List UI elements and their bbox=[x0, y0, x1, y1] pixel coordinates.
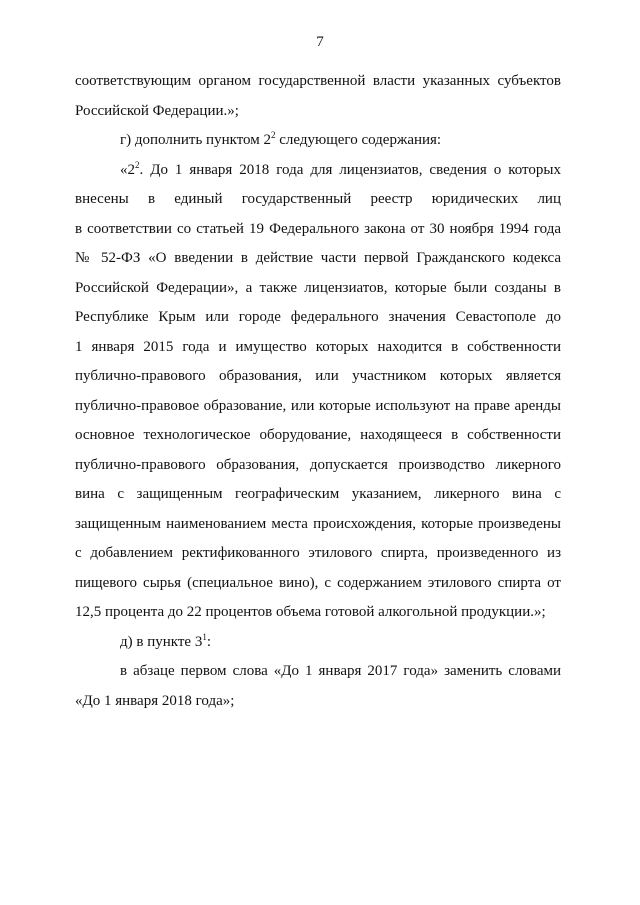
text-line-content: защищенным наименованием места происхождения, которые произведены bbox=[75, 515, 561, 532]
text-line-content: с добавлением ректификованного этилового спирта, произведенного из bbox=[75, 545, 561, 561]
text-line-content: следующего содержания: bbox=[275, 132, 442, 148]
text-line-content: : bbox=[206, 633, 211, 650]
text-line-content: публично-правового образования, допускается производство ликерного bbox=[75, 456, 561, 473]
superscript: 2 bbox=[135, 159, 140, 170]
text-line-content: внесены в единый государственный реестр юридических лиц bbox=[75, 191, 561, 207]
text-line bbox=[75, 657, 561, 687]
text-line bbox=[75, 244, 561, 274]
text-line-content: 1 января 2015 года и имущество которых находится в собственности bbox=[75, 338, 561, 355]
text-line-content: публично-правовое образование, или которые используют на праве аренды bbox=[75, 397, 561, 414]
text-line bbox=[75, 215, 561, 245]
superscript: 1 bbox=[202, 631, 207, 642]
text-line bbox=[75, 392, 561, 422]
text-line bbox=[75, 97, 561, 127]
text-line bbox=[75, 333, 561, 363]
text-line-content: «2 bbox=[120, 161, 135, 178]
text-line bbox=[75, 480, 561, 510]
text-line-content: Республике Крым или городе федерального значения Севастополе до bbox=[75, 309, 561, 325]
text-line bbox=[75, 156, 561, 186]
text-line-content: 12,5 процента до 22 процентов объема готовой алкогольной продукции.»; bbox=[75, 604, 546, 620]
text-line-content: № 52-ФЗ «О введении в действие части первой Гражданского кодекса bbox=[75, 250, 561, 266]
text-line bbox=[75, 628, 561, 658]
text-line-content: соответствующим органом государственной власти указанных субъектов bbox=[75, 73, 561, 89]
text-line-content: публично-правового образования, или участником которых является bbox=[75, 368, 561, 384]
text-line-content: Российской Федерации», а также лицензиатов, которые были созданы в bbox=[75, 279, 561, 296]
text-line-content: основное технологическое оборудование, находящееся в собственности bbox=[75, 427, 561, 443]
text-line-content: «До 1 января 2018 года»; bbox=[75, 692, 235, 709]
text-line-content: в соответствии со статьей 19 Федерального закона от 30 ноября 1994 года bbox=[75, 220, 561, 237]
text-line bbox=[75, 67, 561, 97]
superscript: 2 bbox=[271, 130, 276, 140]
document-body bbox=[75, 67, 561, 716]
text-line bbox=[75, 421, 561, 451]
text-line bbox=[75, 274, 561, 304]
text-line bbox=[75, 303, 561, 333]
text-line bbox=[75, 687, 561, 717]
text-line-content: в абзаце первом слова «До 1 января 2017 года» заменить словами bbox=[120, 663, 561, 679]
text-line bbox=[75, 510, 561, 540]
text-line bbox=[75, 126, 561, 156]
text-line bbox=[75, 185, 561, 215]
text-line bbox=[75, 598, 561, 628]
page-number: 7 bbox=[316, 34, 324, 50]
text-line bbox=[75, 362, 561, 392]
text-line-content: . До 1 января 2018 года для лицензиатов, сведения о которых bbox=[139, 161, 561, 178]
text-line-content: вина с защищенным географическим указанием, ликерного вина с bbox=[75, 486, 561, 502]
text-line bbox=[75, 451, 561, 481]
text-line-content: пищевого сырья (специальное вино), с содержанием этилового спирта от bbox=[75, 574, 561, 591]
text-line-content: г) дополнить пунктом 2 bbox=[120, 132, 272, 148]
text-line-content: Российской Федерации.»; bbox=[75, 102, 239, 119]
text-line bbox=[75, 539, 561, 569]
text-line-content: д) в пункте 3 bbox=[120, 633, 203, 650]
text-line bbox=[75, 569, 561, 599]
